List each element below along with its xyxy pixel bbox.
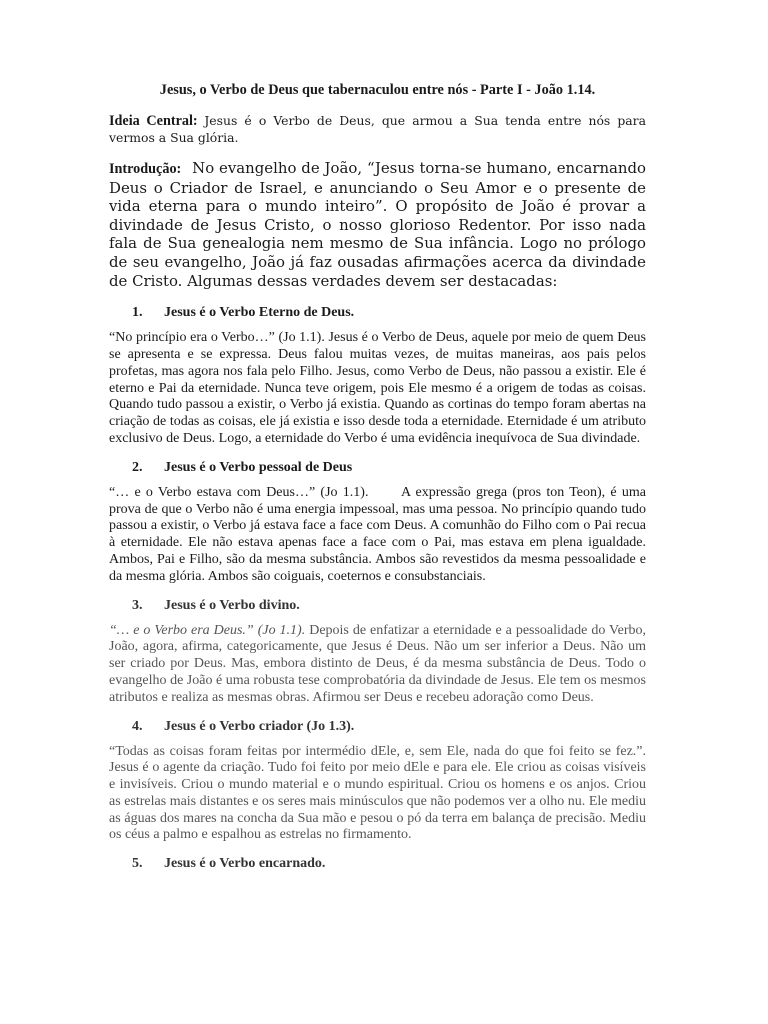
section-paragraph-2 xyxy=(109,485,646,586)
section-heading-2 xyxy=(109,460,646,476)
central-idea xyxy=(109,113,646,146)
section-number: 2. xyxy=(132,459,143,475)
section-heading-1 xyxy=(109,305,646,321)
paragraph-text: A expressão grega (pros ton Teon), é uma prova de que o Verbo não é uma energia impessoal, mas uma pessoa. No princípio quando tudo passou a existir, o Verbo já estava face a face com Deus. A comunhão do Filho com o Pai recua à eternidade. Ele não estava apenas face a face com o Pai, mas estava em plena igualdade. Ambos, Pai e Filho, são da mesma substância. Ambos são revestidos da mesma pessoalidade e da mesma glória. Ambos são coiguais, coeternos e consubstanciais. xyxy=(109,484,646,584)
section-paragraph-3 xyxy=(109,623,646,707)
section-heading-3 xyxy=(109,598,646,614)
document-title: Jesus, o Verbo de Deus que tabernaculou entre nós - Parte I - João 1.14. xyxy=(159,82,596,98)
introduction xyxy=(109,159,646,290)
central-idea-text: Jesus é o Verbo de Deus, que armou a Sua tenda entre nós para vermos a Sua glória. xyxy=(109,113,646,145)
section-number: 5. xyxy=(132,856,143,872)
section-number: 3. xyxy=(132,597,143,613)
scripture-reference: “… e o Verbo estava com Deus…” (Jo 1.1). xyxy=(109,484,369,500)
introduction-label: Introdução: xyxy=(109,161,182,177)
section-title: Jesus é o Verbo encarnado. xyxy=(164,856,326,872)
paragraph-text: Depois de enfatizar a eternidade e a pessoalidade do Verbo, João, agora, afirma, categoricamente, que Jesus é Deus. Não um ser inferior a Deus. Não um ser criado por Deus. Mas, embora distinto de Deus, é da mesma substância de Deus. Todo o evangelho de João é uma robusta tese comprobatória da divindade de Jesus. Ele tem os mesmos atributos e realiza as mesmas obras. Afirmou ser Deus e recebeu adoração como Deus. xyxy=(109,622,646,705)
section-number: 4. xyxy=(132,718,143,734)
introduction-text: No evangelho de João, “Jesus torna-se humano, encarnando Deus o Criador de Israel, e anunciando o Seu Amor e o presente de vida eterna para o mundo inteiro”. O propósito de João é provar a divindade de Jesus Cristo, o nosso glorioso Redentor. Por isso nada fala de Sua genealogia nem mesmo de Sua infância. Logo no prólogo de seu evangelho, João já faz ousadas afirmações acerca da divindade de Cristo. Algumas dessas verdades devem ser destacadas: xyxy=(109,159,647,290)
section-number: 1. xyxy=(132,305,143,321)
section-title: Jesus é o Verbo divino. xyxy=(164,597,300,613)
section-title: Jesus é o Verbo pessoal de Deus xyxy=(164,459,353,475)
scripture-reference: “… e o Verbo era Deus.” (Jo 1.1). xyxy=(109,622,306,638)
section-paragraph-4: “Todas as coisas foram feitas por intermédio dEle, e, sem Ele, nada do que foi feito se fez.”. Jesus é o agente da criação. Tudo foi feito por meio dEle e para ele. Ele criou as coisas visíveis e invisíveis. Criou o mundo material e o mundo espiritual. Criou os homens e os anjos. Criou as estrelas mais distantes e os seres mais minúsculos que não podemos ver a olho nu. Ele mediu as águas dos mares na concha da Sua mão e pesou o pó da terra em balança de precisão. Mediu os céus a palmo e espalhou as estrelas no firmamento. xyxy=(109,743,646,843)
section-title: Jesus é o Verbo criador (Jo 1.3). xyxy=(164,718,355,734)
section-paragraph-1: “No princípio era o Verbo…” (Jo 1.1). Jesus é o Verbo de Deus, aquele por meio de quem Deus se apresenta e se expressa. Deus falou muitas vezes, de muitas maneiras, aos pais pelos profetas, mas agora nos fala pelo Filho. Jesus, como Verbo de Deus, não passou a existir. Ele é eterno e Pai da eternidade. Nunca teve origem, pois Ele mesmo é a origem de todas as coisas. Quando tudo passou a existir, o Verbo já existia. Quando as cortinas do tempo foram abertas na criação de todas as coisas, ele já existia e isso desde toda a eternidade. Eternidade é um atributo exclusivo de Deus. Logo, a eternidade do Verbo é uma evidência inequívoca de Sua divindade. xyxy=(109,330,646,446)
section-title: Jesus é o Verbo Eterno de Deus. xyxy=(164,305,355,321)
central-idea-label: Ideia Central: xyxy=(109,113,198,129)
section-heading-5 xyxy=(109,856,646,872)
document-page xyxy=(109,82,646,881)
section-heading-4 xyxy=(109,719,646,735)
